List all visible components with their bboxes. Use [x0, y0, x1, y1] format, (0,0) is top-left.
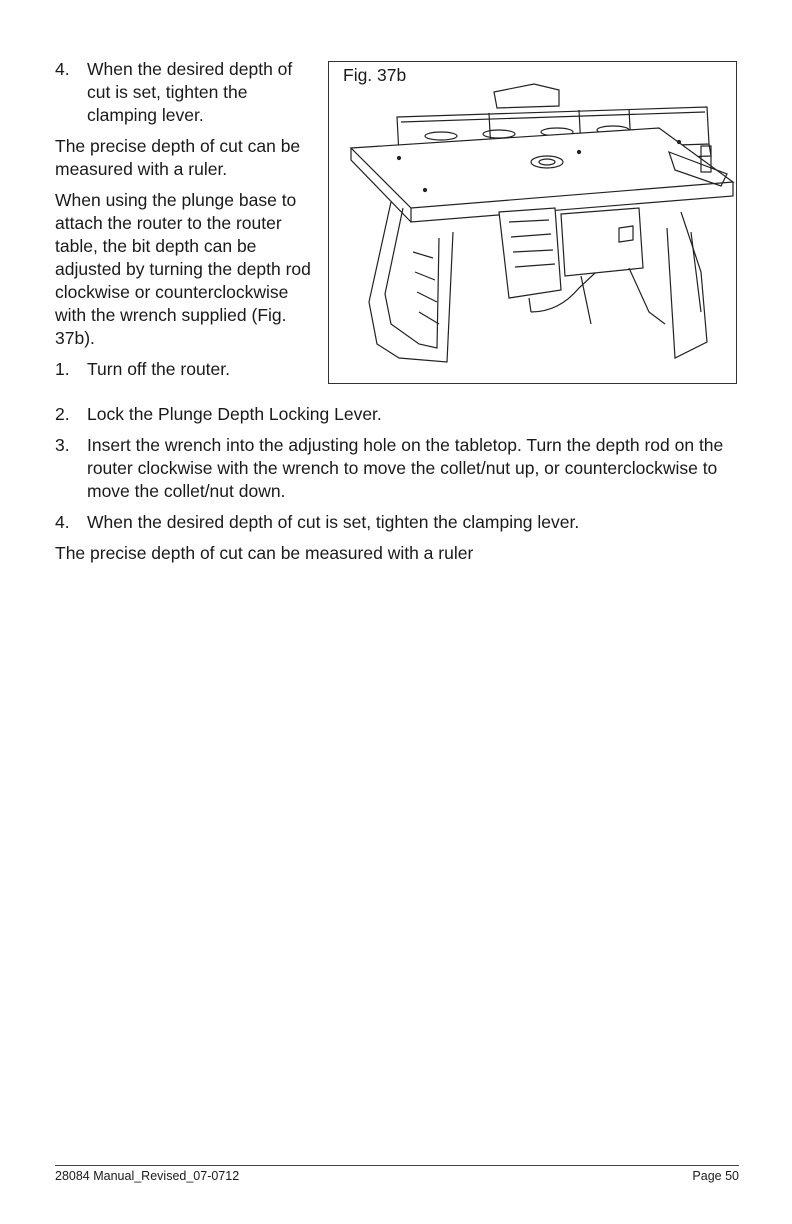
main-steps: [55, 403, 745, 573]
figure-label: Fig. 37b: [343, 65, 407, 85]
footer-doc-id: 28084 Manual_Revised_07-0712: [55, 1169, 240, 1183]
router-table-illustration: [329, 62, 735, 382]
figure-37b: [328, 61, 737, 384]
step-text: When the desired depth of cut is set, tighten the clamping lever.: [87, 512, 580, 532]
closing-paragraph: The precise depth of cut can be measured with a ruler: [55, 543, 474, 563]
step-3-insert-wrench: [55, 434, 745, 503]
step-number: 3.: [55, 435, 70, 455]
step-4-clamp: [55, 58, 320, 127]
step-number: 4.: [55, 59, 70, 79]
step-2-lock-lever: [55, 403, 745, 426]
step-text: Insert the wrench into the adjusting hole on the tabletop. Turn the depth rod on the router clockwise with the wrench to move the collet/nut up, or counterclockwise to move the collet/nut down.: [87, 435, 724, 501]
step-number: 1.: [55, 359, 70, 379]
step-number: 4.: [55, 512, 70, 532]
step-text: Lock the Plunge Depth Locking Lever.: [87, 404, 382, 424]
ruler-paragraph: The precise depth of cut can be measured with a ruler.: [55, 136, 301, 179]
step-text: When the desired depth of cut is set, tighten the clamping lever.: [87, 59, 293, 125]
plunge-base-paragraph: When using the plunge base to attach the router to the router table, the bit depth can be adjusted by turning the depth rod clockwise or counterclockwise with the wrench supplied (Fig. 37b).: [55, 190, 311, 348]
footer-divider: [55, 1165, 739, 1166]
step-text: Turn off the router.: [87, 359, 230, 379]
step-number: 2.: [55, 404, 70, 424]
step-1-turn-off: [55, 358, 320, 381]
footer-page-number: Page 50: [692, 1169, 739, 1183]
left-column: [55, 58, 320, 389]
step-4-tighten: [55, 511, 745, 534]
